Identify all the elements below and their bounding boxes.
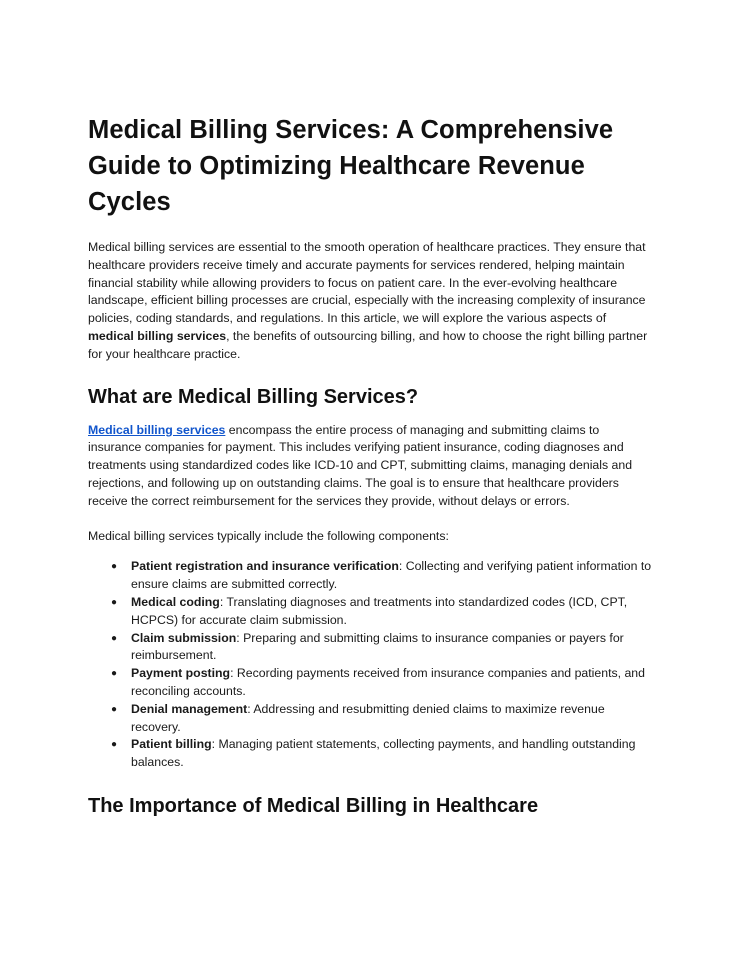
list-item-desc: : Recording payments received from insurance companies and patients, and reconciling accounts.	[131, 666, 645, 698]
section1-paragraph-1-rest: encompass the entire process of managing and submitting claims to insurance companies for payment. This includes verifying patient insurance, coding diagnoses and treatments using standardized codes like ICD-10 and CPT, submitting claims, managing denials and rejections, and following up on outstanding claims. The goal is to ensure that healthcare providers receive the correct reimbursement for the services they provide, without delays or errors.	[88, 422, 633, 508]
intro-paragraph	[88, 239, 654, 364]
list-item	[111, 594, 654, 630]
section1-paragraph-1	[88, 422, 654, 511]
intro-text-before: Medical billing services are essential to the smooth operation of healthcare practices. They ensure that healthcare providers receive timely and accurate payments for services rendered, helping maintain financial stability while allowing providers to focus on patient care. In the ever-evolving healthcare landscape, efficient billing processes are crucial, especially with the increasing complexity of insurance policies, coding standards, and regulations. In this article, we will explore the various aspects of	[88, 240, 646, 326]
list-item-desc: : Translating diagnoses and treatments into standardized codes (ICD, CPT, HCPCS) for accurate claim submission.	[131, 594, 628, 627]
list-item-term: Denial management	[131, 701, 248, 716]
list-item	[111, 736, 654, 772]
bullet-icon: ●	[111, 668, 118, 680]
list-item	[111, 558, 654, 594]
section-heading-importance: The Importance of Medical Billing in Healthcare	[88, 794, 539, 817]
list-item-term: Payment posting	[131, 666, 231, 681]
bullet-icon: ●	[111, 739, 118, 751]
intro-bold-term: medical billing services	[88, 328, 227, 343]
list-item	[111, 701, 654, 737]
list-item	[111, 630, 654, 666]
bullet-icon: ●	[111, 596, 118, 608]
components-list	[88, 558, 654, 772]
section-heading-what-are: What are Medical Billing Services?	[88, 385, 419, 408]
bullet-icon: ●	[111, 561, 118, 573]
bullet-icon: ●	[111, 703, 118, 715]
list-item-desc: : Collecting and verifying patient information to ensure claims are submitted correctly.	[131, 559, 652, 592]
list-item-term: Patient billing	[131, 737, 212, 752]
list-item-term: Patient registration and insurance verification	[131, 559, 399, 574]
list-item	[111, 665, 654, 701]
page-title: Medical Billing Services: A Comprehensive Guide to Optimizing Healthcare Revenue Cycles	[88, 116, 614, 216]
list-item-term: Claim submission	[131, 630, 237, 645]
intro-text-after: , the benefits of outsourcing billing, and how to choose the right billing partner for your healthcare practice.	[88, 328, 648, 361]
document-page	[88, 112, 654, 820]
list-item-desc: : Managing patient statements, collecting payments, and handling outstanding balances.	[131, 737, 636, 770]
list-item-term: Medical coding	[131, 594, 220, 609]
medical-billing-services-link[interactable]: Medical billing services	[88, 422, 226, 437]
bullet-icon: ●	[111, 632, 118, 644]
list-item-desc: : Addressing and resubmitting denied claims to maximize revenue recovery.	[131, 701, 605, 734]
list-item-desc: : Preparing and submitting claims to insurance companies or payers for reimbursement.	[131, 630, 624, 663]
section1-paragraph-2: Medical billing services typically include the following components:	[88, 528, 449, 543]
